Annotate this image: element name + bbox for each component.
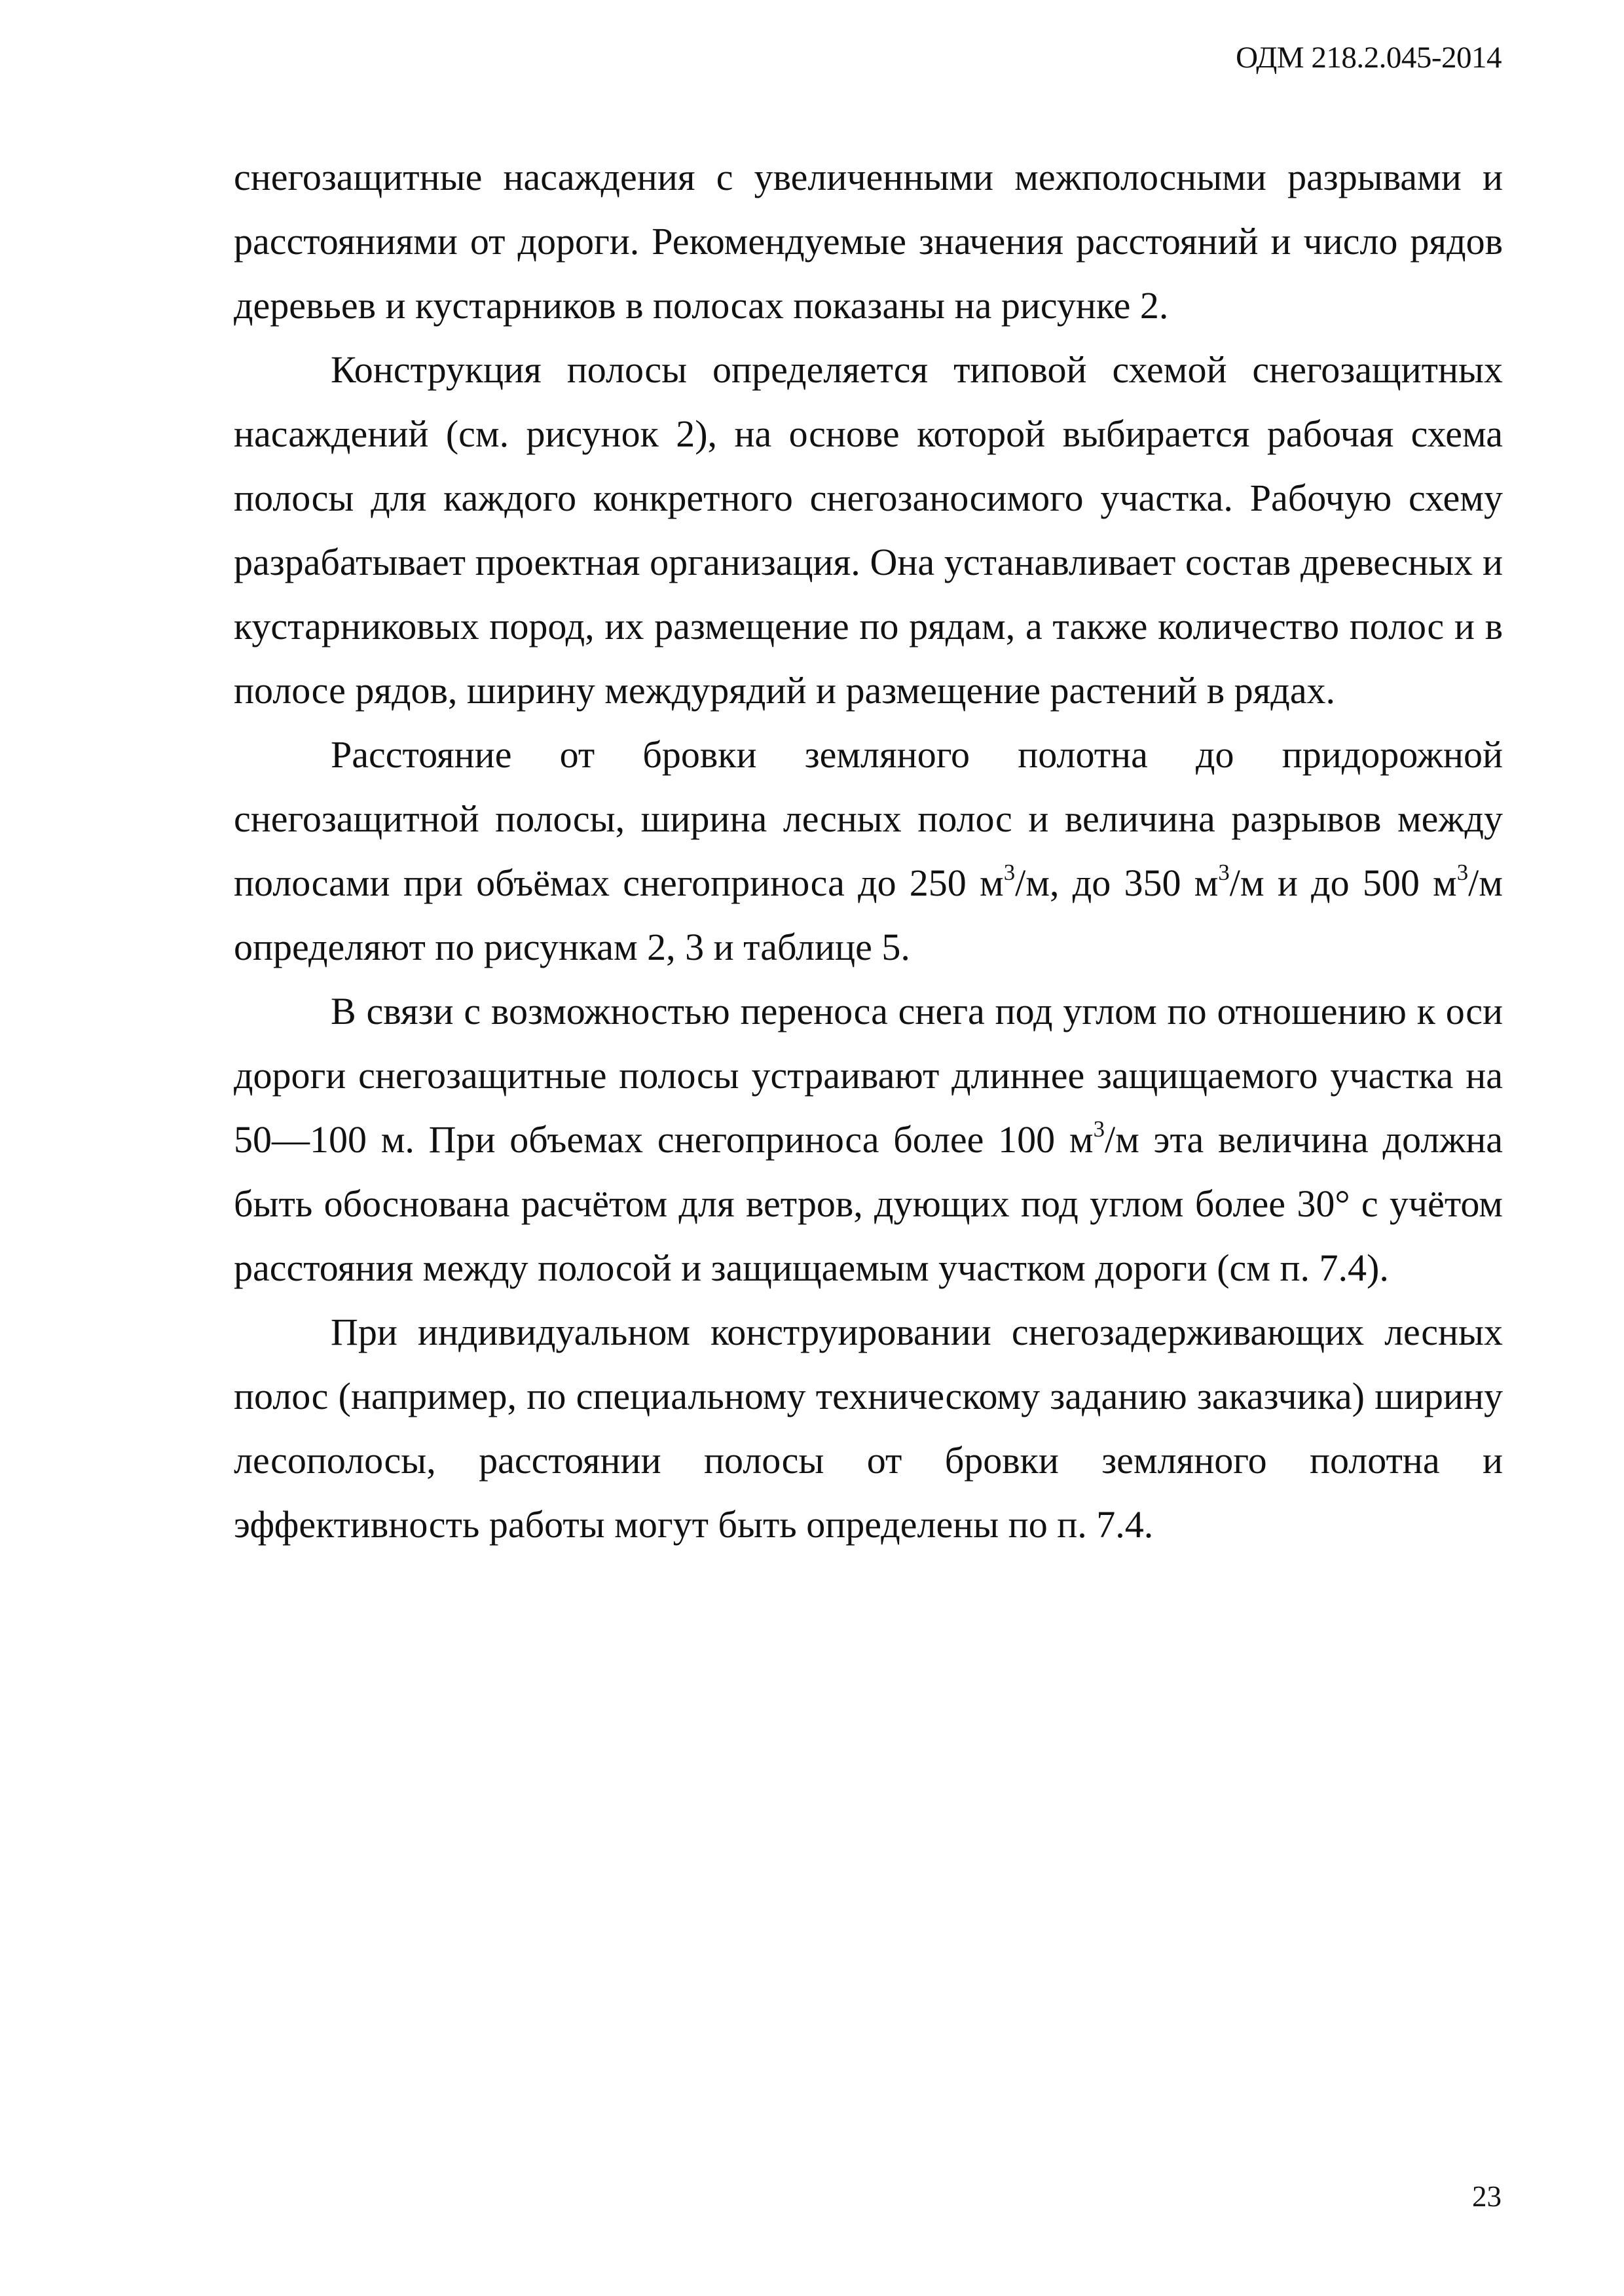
paragraph-1 — [234, 145, 1503, 338]
document-code: ОДМ 218.2.045-2014 — [1236, 41, 1502, 75]
paragraph-text: снегозащитные насаждения с увеличенными межполосными разрывами и расстояниями от дороги. Рекомендуемые значения расстояний и число рядов деревьев и кустарников в полосах показаны на рисунке 2. — [234, 156, 1503, 327]
superscript: 3 — [1218, 860, 1230, 886]
page-number: 23 — [1472, 2180, 1502, 2213]
document-body — [234, 145, 1503, 1557]
paragraph-text: /м, до 350 м — [1015, 862, 1219, 904]
paragraph-text: В связи с возможностью переноса снега под углом по отношению к оси дороги снегозащитные полосы устраивают длиннее защищаемого участка на 50—100 м. При объемах снегоприноса более 100 м — [234, 990, 1503, 1161]
paragraph-text: /м и до 500 м — [1229, 862, 1457, 904]
superscript: 3 — [1003, 860, 1016, 886]
paragraph-text: При индивидуальном конструировании снегозадерживающих лесных полос (например, по специальному техническому заданию заказчика) ширину лесополосы, расстоянии полосы от бровки земляного полотна и эффективность работы могут быть определены по п. 7.4. — [234, 1311, 1503, 1546]
paragraph-3 — [234, 723, 1503, 979]
paragraph-5 — [234, 1300, 1503, 1557]
paragraph-4 — [234, 979, 1503, 1300]
paragraph-text: /м определяют по рисункам 2, 3 и таблице 5. — [234, 862, 1503, 968]
superscript: 3 — [1093, 1116, 1105, 1142]
paragraph-text: Конструкция полосы определяется типовой схемой снегозащитных насаждений (см. рисунок 2), на основе которой выбирается рабочая схема полосы для каждого конкретного снегозаносимого участка. Рабочую схему разрабатывает проектная организация. Она устанавливает состав древесных и кустарниковых пород, их размещение по рядам, а также количество полос и в полосе рядов, ширину междурядий и размещение растений в рядах. — [234, 348, 1503, 712]
paragraph-text: /м эта величина должна быть обоснована расчётом для ветров, дующих под углом более 30° с учётом расстояния между полосой и защищаемым участком дороги (см п. 7.4). — [234, 1118, 1503, 1289]
superscript: 3 — [1456, 860, 1469, 886]
paragraph-text: Расстояние от бровки земляного полотна до придорожной снегозащитной полосы, ширина лесных полос и величина разрывов между полосами при объёмах снегоприноса до 250 м — [234, 733, 1503, 904]
paragraph-2 — [234, 338, 1503, 723]
